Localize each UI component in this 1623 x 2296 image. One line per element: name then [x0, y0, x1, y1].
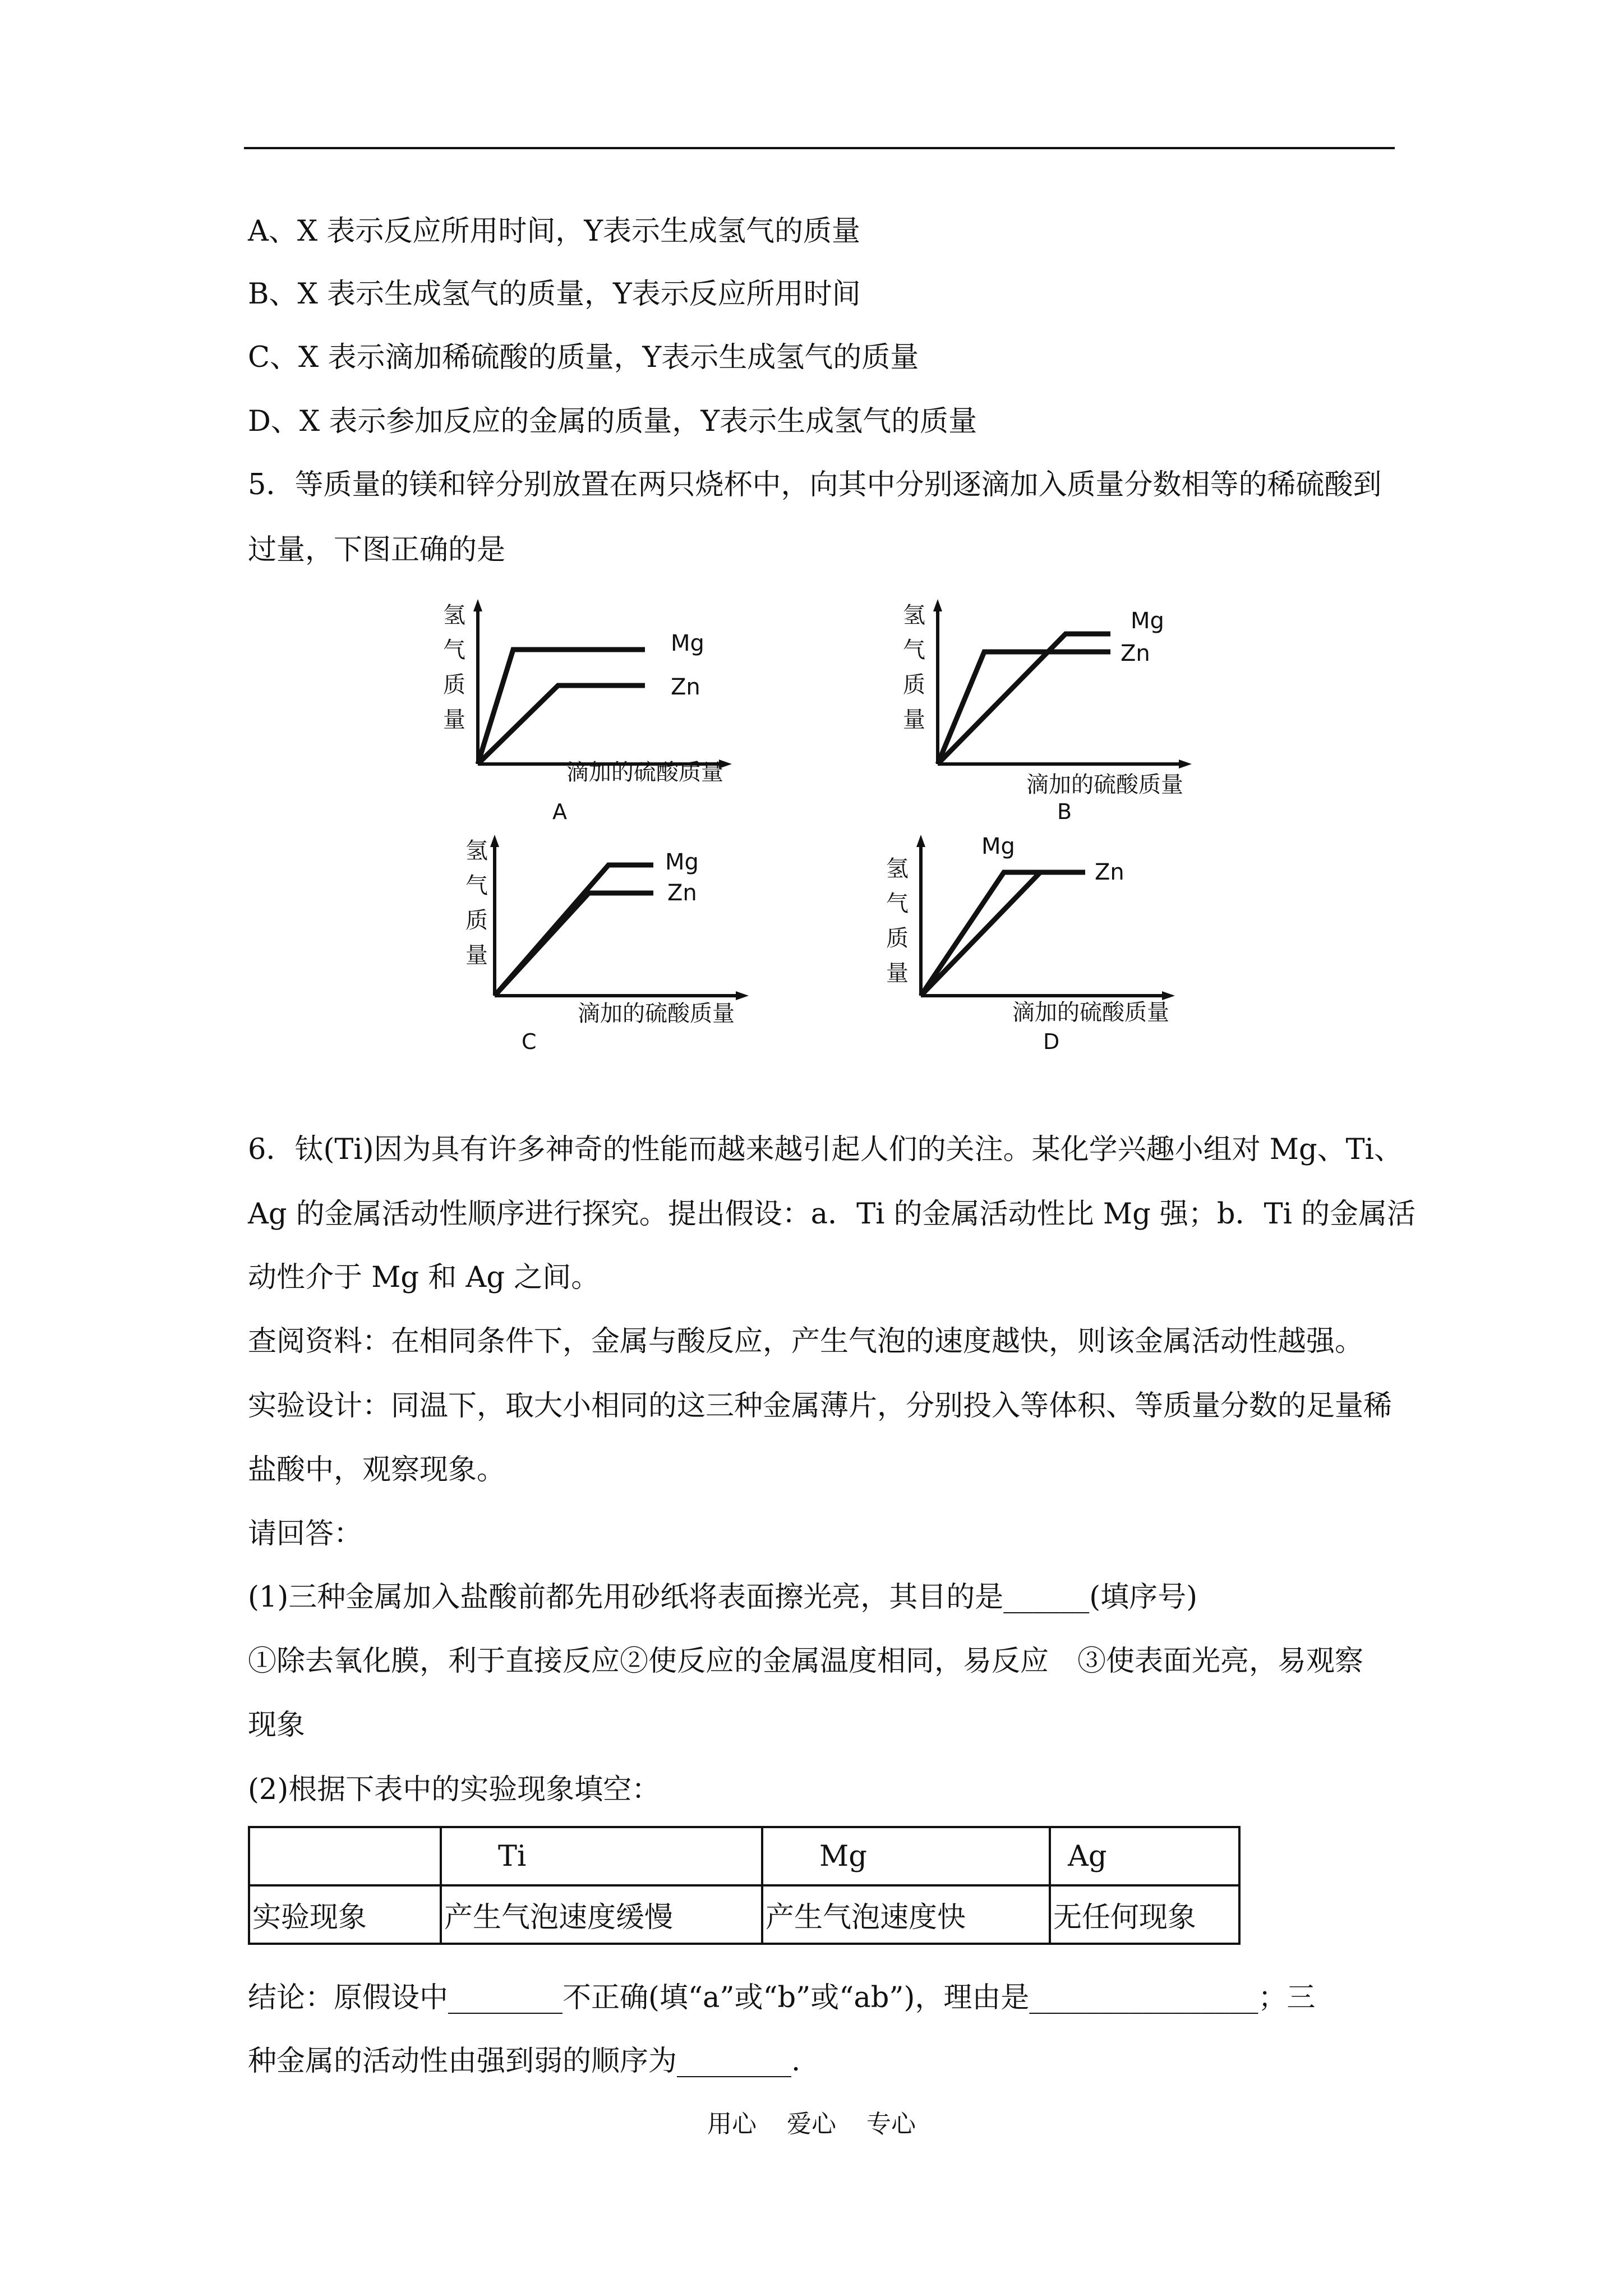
q6-line3: 动性介于 Mg 和 Ag 之间。	[248, 1261, 600, 1294]
graph-a-mg-line	[478, 650, 645, 764]
graph-d-ylabel-4: 量	[886, 960, 909, 986]
graph-a-ylabel-1: 氢	[443, 602, 465, 628]
graph-c-mg-label: Mg	[665, 849, 699, 875]
graph-d-ylabel-2: 气	[886, 891, 909, 917]
observation-table	[248, 1826, 1241, 1945]
graph-b-xlabel: 滴加的硫酸质量	[1026, 772, 1183, 798]
graph-b	[886, 595, 1234, 830]
option-a: A、X 表示反应所用时间，Y表示生成氢气的质量	[248, 215, 861, 248]
page-footer: 用心 爱心 专心	[707, 2110, 916, 2138]
graph-b-zn-label: Zn	[1121, 641, 1150, 666]
q6-conclusion-line2: 种金属的活动性由强到弱的顺序为________.	[248, 2045, 801, 2078]
table-header-mg: Mg	[762, 1827, 1050, 1885]
q5-line2: 过量，下图正确的是	[248, 533, 506, 567]
graph-b-ylabel-1: 氢	[903, 602, 925, 628]
option-c: C、X 表示滴加稀硫酸的质量，Y表示生成氢气的质量	[248, 341, 919, 374]
graph-a-ylabel-3: 质	[443, 672, 465, 698]
table-cell-mg: 产生气泡速度快	[762, 1885, 1050, 1944]
graph-c-ylabel-2: 气	[465, 873, 488, 899]
header-rule	[244, 147, 1395, 149]
graph-b-caption: B	[1057, 799, 1072, 824]
graph-a-zn-label: Zn	[671, 674, 700, 700]
option-b: B、X 表示生成氢气的质量，Y表示反应所用时间	[248, 278, 861, 311]
graph-c-mg-line	[495, 865, 653, 996]
graph-d-xlabel: 滴加的硫酸质量	[1012, 1000, 1169, 1025]
graph-b-ylabel-4: 量	[903, 707, 925, 733]
graph-d-ylabel-3: 质	[886, 926, 909, 951]
graph-d-ylabel-1: 氢	[886, 856, 909, 882]
graph-a	[426, 595, 774, 830]
graph-a-zn-line	[478, 685, 645, 764]
graph-a-mg-label: Mg	[671, 631, 704, 656]
q6-part1: (1)三种金属加入盐酸前都先用砂纸将表面擦光亮，其目的是______(填序号)	[248, 1581, 1198, 1614]
q6-design-line2: 盐酸中，观察现象。	[248, 1453, 506, 1487]
q6-part1-options-cont: 现象	[248, 1709, 306, 1742]
table-cell-ag: 无任何现象	[1050, 1885, 1239, 1944]
table-header-ag: Ag	[1050, 1827, 1239, 1885]
table-row-label: 实验现象	[249, 1885, 441, 1944]
graph-c-ylabel-4: 量	[465, 942, 488, 968]
graph-d-mg-line	[921, 872, 1085, 996]
graph-d-caption: D	[1043, 1029, 1060, 1054]
graph-c-caption: C	[522, 1029, 537, 1054]
q6-line1: 6．钛(Ti)因为具有许多神奇的性能而越来越引起人们的关注。某化学兴趣小组对 Mg、Ti、	[248, 1133, 1403, 1166]
graph-a-ylabel-4: 量	[443, 707, 465, 733]
graph-b-mg-label: Mg	[1131, 608, 1164, 634]
q5-line1: 5．等质量的镁和锌分别放置在两只烧杯中，向其中分别逐滴加入质量分数相等的稀硫酸到	[248, 468, 1382, 501]
graph-c-zn-label: Zn	[667, 880, 697, 906]
graph-a-xlabel: 滴加的硫酸质量	[566, 760, 723, 785]
q6-ask: 请回答：	[248, 1517, 363, 1550]
q6-conclusion-line1: 结论：原假设中________不正确(填“a”或“b”或“ab”)，理由是________________；三	[248, 1981, 1316, 2014]
graph-c-xlabel: 滴加的硫酸质量	[578, 1001, 735, 1027]
table-header-row	[249, 1827, 1239, 1885]
graph-d-mg-label: Mg	[981, 834, 1015, 859]
table-header-empty	[249, 1827, 441, 1885]
q6-design-line1: 实验设计：同温下，取大小相同的这三种金属薄片，分别投入等体积、等质量分数的足量稀	[248, 1389, 1393, 1423]
q6-part2: (2)根据下表中的实验现象填空：	[248, 1773, 661, 1806]
graph-a-caption: A	[552, 799, 567, 824]
table-header-ti: Ti	[441, 1827, 762, 1885]
graph-b-ylabel-2: 气	[903, 637, 925, 663]
graph-c	[443, 830, 791, 1060]
q6-info: 查阅资料：在相同条件下，金属与酸反应，产生气泡的速度越快，则该金属活动性越强。	[248, 1325, 1364, 1358]
q6-part1-options: ①除去氧化膜，利于直接反应②使反应的金属温度相同，易反应 ③使表面光亮，易观察	[248, 1645, 1364, 1678]
table-row	[249, 1885, 1239, 1944]
graph-d-zn-label: Zn	[1095, 859, 1124, 885]
graph-c-ylabel-3: 质	[465, 908, 488, 933]
graph-a-ylabel-2: 气	[443, 637, 465, 663]
table-cell-ti: 产生气泡速度缓慢	[441, 1885, 762, 1944]
graph-c-ylabel-1: 氢	[465, 838, 488, 864]
graph-d-zn-line	[921, 872, 1040, 996]
graph-b-ylabel-3: 质	[903, 672, 925, 698]
graph-c-zn-line	[495, 893, 653, 996]
graph-b-zn-line	[938, 652, 1110, 764]
graph-d	[875, 830, 1223, 1060]
option-d: D、X 表示参加反应的金属的质量，Y表示生成氢气的质量	[248, 405, 978, 438]
q6-line2: Ag 的金属活动性顺序进行探究。提出假设：a．Ti 的金属活动性比 Mg 强；b．Ti 的金属活	[248, 1198, 1416, 1231]
